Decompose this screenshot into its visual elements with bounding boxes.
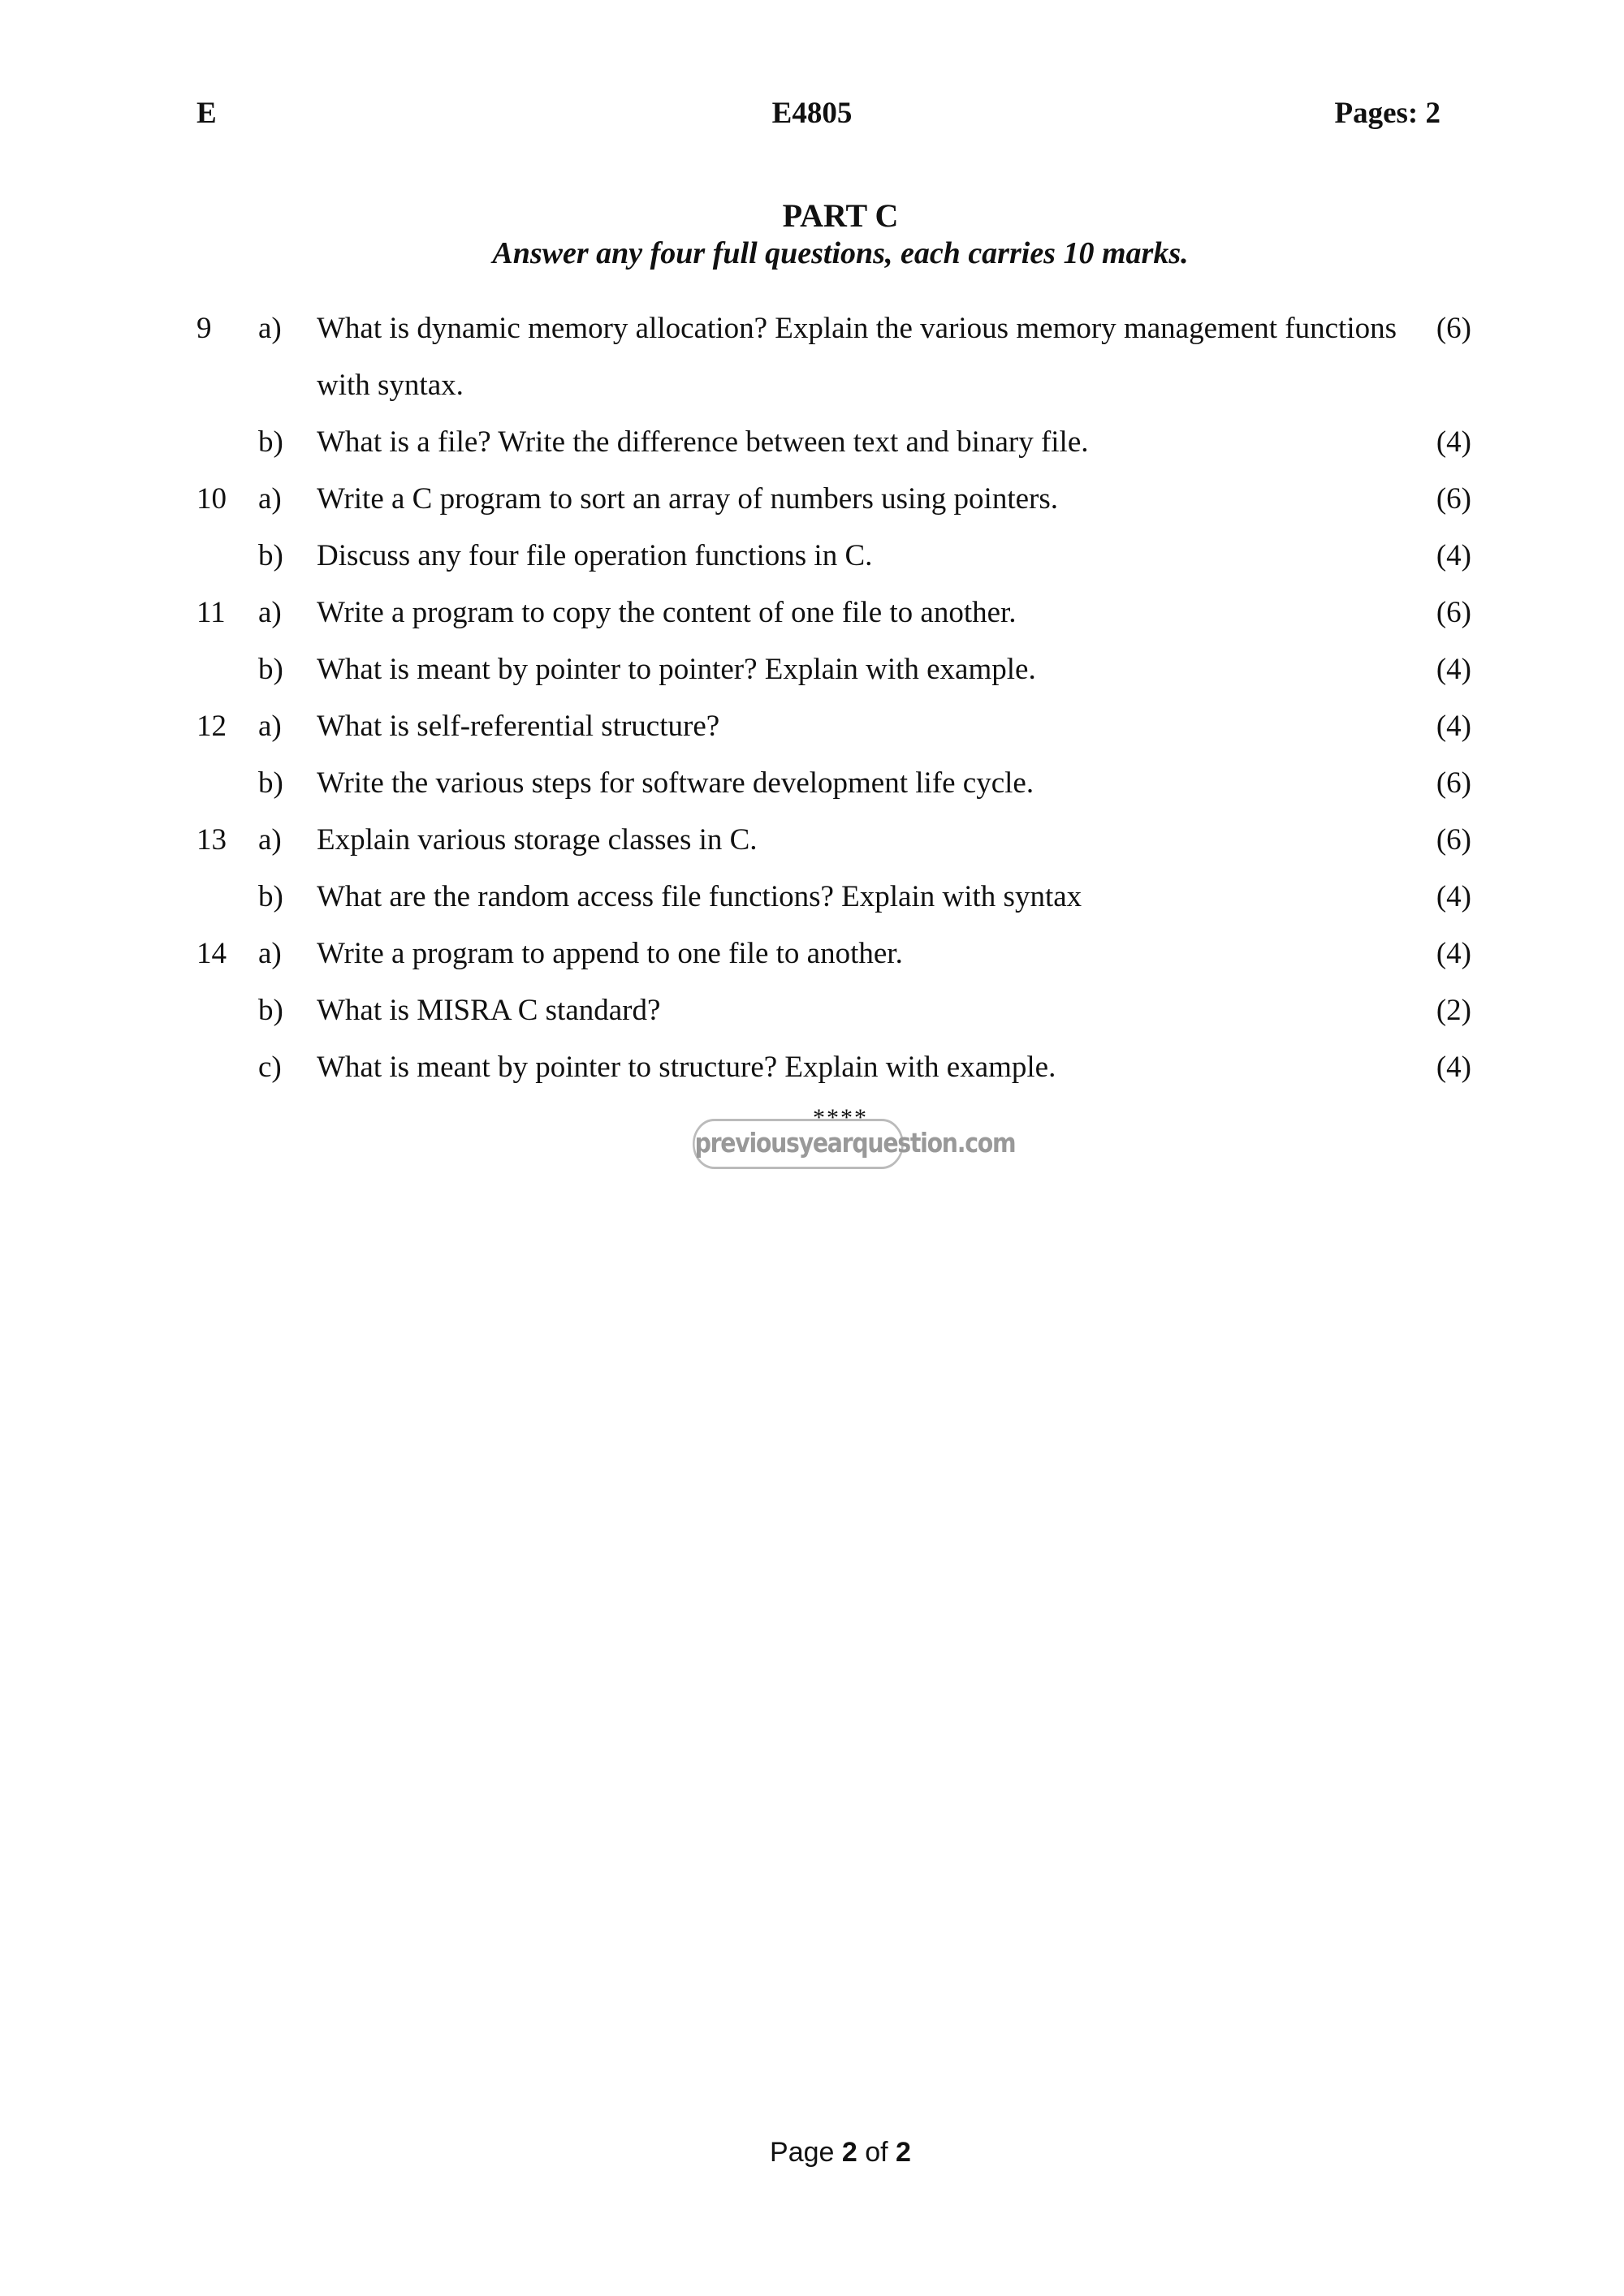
question-number: 10 bbox=[197, 482, 227, 516]
question-subpart: a) bbox=[258, 937, 282, 970]
question-row bbox=[0, 982, 1624, 1039]
question-marks: (4) bbox=[1436, 880, 1471, 913]
question-text: Write a C program to sort an array of numbers using pointers. bbox=[317, 482, 1059, 516]
question-number: 13 bbox=[197, 823, 227, 857]
question-marks: (4) bbox=[1436, 1051, 1471, 1084]
question-row bbox=[0, 585, 1624, 641]
question-text: What is meant by pointer to pointer? Explain with example. bbox=[317, 653, 1036, 686]
footer-total-pages: 2 bbox=[896, 2137, 911, 2168]
instruction: Answer any four full questions, each carries 10 marks. bbox=[492, 236, 1189, 270]
question-marks: (2) bbox=[1436, 994, 1471, 1027]
question-marks: (4) bbox=[1436, 937, 1471, 970]
question-subpart: b) bbox=[258, 539, 283, 572]
watermark-logo: previousyearquestion.com bbox=[693, 1119, 904, 1169]
question-subpart: b) bbox=[258, 994, 283, 1027]
footer-middle: of bbox=[857, 2137, 896, 2168]
question-subpart: b) bbox=[258, 766, 283, 800]
question-marks: (4) bbox=[1436, 653, 1471, 686]
question-row bbox=[0, 812, 1624, 869]
question-marks: (6) bbox=[1436, 482, 1471, 516]
question-subpart: a) bbox=[258, 312, 282, 345]
page-header bbox=[0, 96, 1624, 136]
question-row bbox=[0, 755, 1624, 812]
question-row bbox=[0, 869, 1624, 926]
question-number: 14 bbox=[197, 937, 227, 970]
exam-code: E4805 bbox=[771, 97, 853, 130]
question-subpart: a) bbox=[258, 823, 282, 857]
question-text: What is MISRA C standard? bbox=[317, 994, 661, 1027]
question-number: 11 bbox=[197, 596, 226, 629]
question-text: Discuss any four file operation functions in C. bbox=[317, 539, 873, 572]
question-subpart: b) bbox=[258, 425, 283, 459]
question-text: What is dynamic memory allocation? Explain the various memory management functions with syntax. bbox=[317, 312, 1397, 402]
question-list bbox=[0, 300, 1624, 1096]
question-text: What is a file? Write the difference between text and binary file. bbox=[317, 425, 1089, 459]
question-text: What are the random access file functions? Explain with syntax bbox=[317, 880, 1082, 913]
question-marks: (4) bbox=[1436, 539, 1471, 572]
question-row bbox=[0, 926, 1624, 982]
page-count: Pages: 2 bbox=[1334, 97, 1440, 130]
question-row bbox=[0, 471, 1624, 528]
question-subpart: a) bbox=[258, 710, 282, 743]
question-marks: (6) bbox=[1436, 312, 1471, 345]
question-subpart: a) bbox=[258, 596, 282, 629]
question-row bbox=[0, 414, 1624, 471]
question-row bbox=[0, 528, 1624, 585]
question-marks: (4) bbox=[1436, 710, 1471, 743]
question-row bbox=[0, 300, 1624, 414]
end-marker: **** bbox=[813, 1104, 868, 1131]
footer-prefix: Page bbox=[770, 2137, 842, 2168]
question-subpart: b) bbox=[258, 880, 283, 913]
header-left: E bbox=[197, 97, 217, 130]
question-number: 12 bbox=[197, 710, 227, 743]
page-footer bbox=[0, 2137, 1624, 2169]
question-text: Write a program to append to one file to another. bbox=[317, 937, 903, 970]
question-row bbox=[0, 1039, 1624, 1096]
question-marks: (6) bbox=[1436, 823, 1471, 857]
question-text: Write a program to copy the content of one file to another. bbox=[317, 596, 1017, 629]
question-subpart: a) bbox=[258, 482, 282, 516]
question-number: 9 bbox=[197, 312, 212, 345]
question-marks: (4) bbox=[1436, 425, 1471, 459]
question-row bbox=[0, 641, 1624, 698]
part-title: PART C bbox=[782, 197, 899, 234]
question-text: What is meant by pointer to structure? Explain with example. bbox=[317, 1051, 1056, 1084]
question-marks: (6) bbox=[1436, 766, 1471, 800]
question-text: Explain various storage classes in C. bbox=[317, 823, 758, 857]
footer-current-page: 2 bbox=[841, 2137, 857, 2168]
question-marks: (6) bbox=[1436, 596, 1471, 629]
question-subpart: c) bbox=[258, 1051, 282, 1084]
question-row bbox=[0, 698, 1624, 755]
question-text: Write the various steps for software development life cycle. bbox=[317, 766, 1034, 800]
question-subpart: b) bbox=[258, 653, 283, 686]
question-text: What is self-referential structure? bbox=[317, 710, 720, 743]
